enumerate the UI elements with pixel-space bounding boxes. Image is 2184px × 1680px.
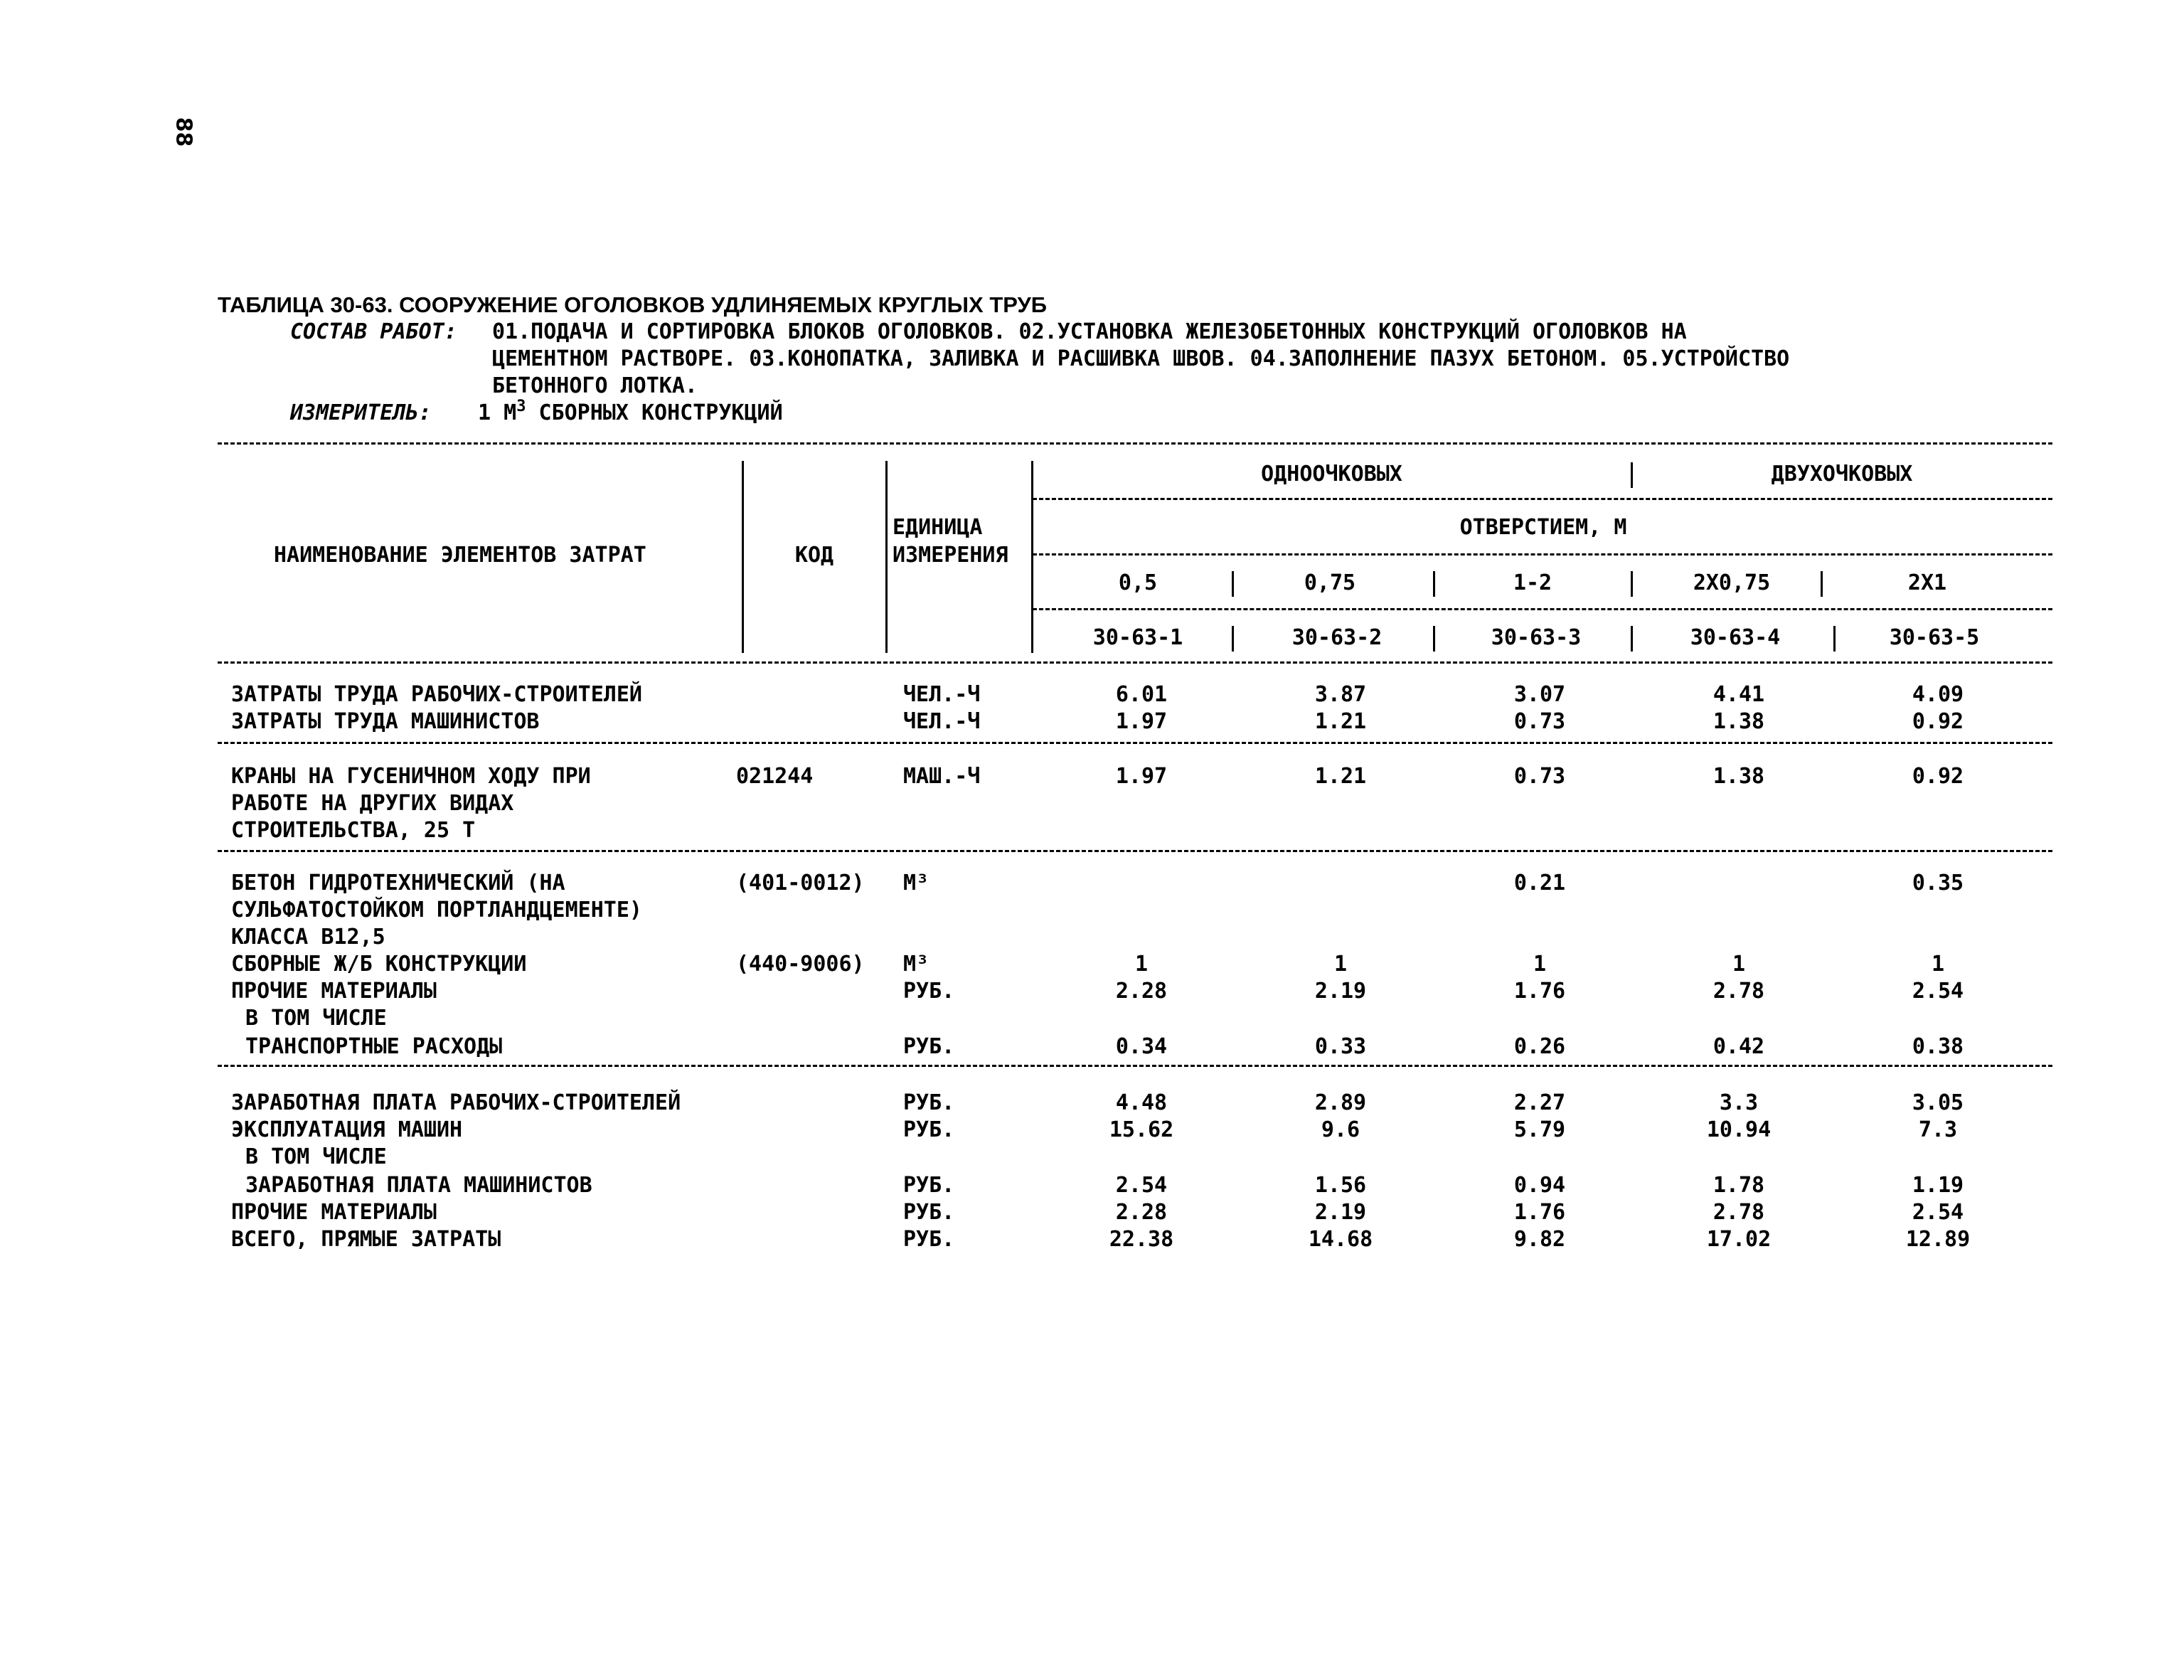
row-code: 021244 — [736, 764, 814, 789]
row-value-1: 2.54 — [1115, 1173, 1168, 1198]
row-name: СУЛЬФАТОСТОЙКОМ ПОРТЛАНДЦЕМЕНТЕ) — [231, 898, 642, 923]
table-row — [0, 897, 2184, 924]
row-value-5: 0.92 — [1912, 764, 1964, 789]
row-value-3: 1 — [1533, 952, 1547, 977]
table-row — [0, 1199, 2184, 1226]
row-unit: ЧЕЛ.-Ч — [903, 709, 981, 734]
row-value-1: 1.97 — [1115, 709, 1168, 734]
table-row — [0, 1144, 2184, 1171]
row-name: ЗАТРАТЫ ТРУДА МАШИНИСТОВ — [231, 709, 540, 734]
page-number: 88 — [171, 117, 196, 147]
row-value-4: 2.78 — [1712, 1200, 1765, 1225]
row-unit: РУБ. — [903, 979, 955, 1004]
row-value-5: 2.54 — [1912, 1200, 1964, 1225]
table-row — [0, 790, 2184, 817]
row-value-5: 1 — [1931, 952, 1945, 977]
row-value-4: 1.38 — [1712, 709, 1765, 734]
row-value-3: 0.21 — [1513, 871, 1566, 895]
row-value-1: 0.34 — [1115, 1034, 1168, 1059]
row-name: РАБОТЕ НА ДРУГИХ ВИДАХ — [231, 791, 514, 816]
code-divider-1 — [1232, 626, 1234, 652]
table-row — [0, 1172, 2184, 1199]
table-row — [0, 1117, 2184, 1144]
row-value-2: 1 — [1333, 952, 1348, 977]
row-unit: РУБ. — [903, 1200, 955, 1225]
row-unit: РУБ. — [903, 1117, 955, 1142]
row-name: КРАНЫ НА ГУСЕНИЧНОМ ХОДУ ПРИ — [231, 764, 591, 789]
header-code-col: КОД — [794, 543, 834, 568]
row-value-3: 9.82 — [1513, 1227, 1566, 1252]
row-name: ЗАРАБОТНАЯ ПЛАТА МАШИНИСТОВ — [245, 1173, 592, 1198]
header-group-single: ОДНООЧКОВЫХ — [1261, 462, 1402, 487]
row-value-5: 7.3 — [1918, 1117, 1958, 1142]
row-value-2: 1.21 — [1314, 764, 1367, 789]
row-value-3: 0.26 — [1513, 1034, 1566, 1059]
row-value-5: 3.05 — [1912, 1090, 1964, 1115]
row-value-4: 10.94 — [1706, 1117, 1772, 1142]
col-divider-3 — [1031, 461, 1033, 653]
rule-1 — [218, 742, 2052, 744]
row-name: В ТОМ ЧИСЛЕ — [245, 1144, 387, 1169]
row-value-1: 6.01 — [1115, 682, 1168, 707]
rule-sizes — [1033, 608, 2052, 610]
row-code: (440-9006) — [736, 952, 865, 977]
row-unit: МАШ.-Ч — [903, 764, 981, 789]
row-value-3: 5.79 — [1513, 1117, 1566, 1142]
row-value-4: 17.02 — [1706, 1227, 1772, 1252]
col-divider-2 — [885, 461, 888, 653]
row-value-2: 14.68 — [1308, 1227, 1373, 1252]
code-divider-4 — [1833, 626, 1836, 652]
meter-label: ИЗМЕРИТЕЛЬ: — [290, 400, 432, 425]
table-row — [0, 681, 2184, 708]
rule-3 — [218, 1065, 2052, 1067]
row-value-3: 2.27 — [1513, 1090, 1566, 1115]
row-unit: М³ — [903, 952, 929, 977]
row-unit: РУБ. — [903, 1227, 955, 1252]
size-divider-1 — [1232, 571, 1234, 597]
row-value-1: 22.38 — [1109, 1227, 1174, 1252]
header-code-1: 30-63-1 — [1092, 625, 1183, 650]
row-name: БЕТОН ГИДРОТЕХНИЧЕСКИЙ (НА — [231, 871, 565, 895]
table-header-text — [218, 292, 2052, 427]
row-value-4: 3.3 — [1719, 1090, 1759, 1115]
row-value-2: 1.56 — [1314, 1173, 1367, 1198]
row-value-4: 1.78 — [1712, 1173, 1765, 1198]
table-row — [0, 817, 2184, 844]
header-size-5: 2X1 — [1907, 570, 1947, 595]
table-title: ТАБЛИЦА 30-63. СООРУЖЕНИЕ ОГОЛОВКОВ УДЛИНЯЕМЫХ КРУГЛЫХ ТРУБ — [218, 292, 1048, 317]
row-value-2: 9.6 — [1321, 1117, 1360, 1142]
header-size-3: 1-2 — [1513, 570, 1552, 595]
row-value-1: 1 — [1134, 952, 1149, 977]
work-line-1: 01.ПОДАЧА И СОРТИРОВКА БЛОКОВ ОГОЛОВКОВ. 02.УСТАНОВКА ЖЕЛЕЗОБЕТОННЫХ КОНСТРУКЦИЙ ОГОЛОВКОВ НА — [492, 319, 1687, 344]
header-size-4: 2X0,75 — [1693, 570, 1771, 595]
row-value-5: 0.92 — [1912, 709, 1964, 734]
row-name: ВСЕГО, ПРЯМЫЕ ЗАТРАТЫ — [231, 1227, 501, 1252]
table-row — [0, 1033, 2184, 1060]
row-value-5: 0.35 — [1912, 871, 1964, 895]
table-row — [0, 870, 2184, 897]
row-value-4: 1 — [1732, 952, 1746, 977]
row-unit: РУБ. — [903, 1173, 955, 1198]
size-divider-2 — [1433, 571, 1435, 597]
row-name: СБОРНЫЕ Ж/Б КОНСТРУКЦИИ — [231, 952, 527, 977]
table-row — [0, 1090, 2184, 1117]
table-row — [0, 1005, 2184, 1032]
row-value-1: 15.62 — [1109, 1117, 1174, 1142]
table-row — [0, 924, 2184, 951]
row-name: СТРОИТЕЛЬСТВА, 25 Т — [231, 818, 476, 843]
row-value-3: 0.73 — [1513, 709, 1566, 734]
row-value-5: 0.38 — [1912, 1034, 1964, 1059]
table-row — [0, 978, 2184, 1005]
header-size-2: 0,75 — [1304, 570, 1356, 595]
row-unit: РУБ. — [903, 1034, 955, 1059]
table-row — [0, 951, 2184, 978]
row-value-3: 1.76 — [1513, 1200, 1566, 1225]
row-value-4: 2.78 — [1712, 979, 1765, 1004]
row-unit: РУБ. — [903, 1090, 955, 1115]
header-code-2: 30-63-2 — [1291, 625, 1383, 650]
header-code-5: 30-63-5 — [1889, 625, 1980, 650]
row-value-2: 2.19 — [1314, 1200, 1367, 1225]
row-value-4: 1.38 — [1712, 764, 1765, 789]
row-name: КЛАССА В12,5 — [231, 925, 385, 950]
row-name: В ТОМ ЧИСЛЕ — [245, 1006, 387, 1031]
row-name: ТРАНСПОРТНЫЕ РАСХОДЫ — [245, 1034, 503, 1059]
size-divider-3 — [1631, 571, 1633, 597]
row-unit: М³ — [903, 871, 929, 895]
row-value-2: 3.87 — [1314, 682, 1367, 707]
code-divider-2 — [1433, 626, 1435, 652]
row-value-4: 0.42 — [1712, 1034, 1765, 1059]
row-value-3: 1.76 — [1513, 979, 1566, 1004]
row-value-1: 4.48 — [1115, 1090, 1168, 1115]
header-code-3: 30-63-3 — [1491, 625, 1582, 650]
table-row — [0, 708, 2184, 735]
rule-2 — [218, 850, 2052, 852]
row-unit: ЧЕЛ.-Ч — [903, 682, 981, 707]
row-code: (401-0012) — [736, 871, 865, 895]
work-line-3: БЕТОННОГО ЛОТКА. — [492, 373, 698, 398]
header-opening: ОТВЕРСТИЕМ, М — [1459, 515, 1627, 540]
row-name: ЗАРАБОТНАЯ ПЛАТА РАБОЧИХ-СТРОИТЕЛЕЙ — [231, 1090, 681, 1115]
row-name: ЗАТРАТЫ ТРУДА РАБОЧИХ-СТРОИТЕЛЕЙ — [231, 682, 642, 707]
header-unit-col-1: ЕДИНИЦА — [893, 515, 983, 540]
rule-opening — [1033, 553, 2052, 555]
rule-top — [218, 442, 2052, 445]
row-value-2: 1.21 — [1314, 709, 1367, 734]
header-group-double: ДВУХОЧКОВЫХ — [1771, 462, 1913, 487]
row-value-3: 0.73 — [1513, 764, 1566, 789]
row-value-3: 3.07 — [1513, 682, 1566, 707]
row-value-1: 2.28 — [1115, 979, 1168, 1004]
row-value-5: 2.54 — [1912, 979, 1964, 1004]
work-label: СОСТАВ РАБОТ: — [290, 319, 457, 344]
work-line-2: ЦЕМЕНТНОМ РАСТВОРЕ. 03.КОНОПАТКА, ЗАЛИВКА И РАСШИВКА ШВОВ. 04.ЗАПОЛНЕНИЕ ПАЗУХ БЕТОНОМ. 05.УСТРОЙСТВО — [492, 346, 1790, 371]
row-value-4: 4.41 — [1712, 682, 1765, 707]
row-value-3: 0.94 — [1513, 1173, 1566, 1198]
row-name: ЭКСПЛУАТАЦИЯ МАШИН — [231, 1117, 463, 1142]
rule-header-bottom — [218, 661, 2052, 664]
header-code-4: 30-63-4 — [1690, 625, 1781, 650]
row-value-2: 2.19 — [1314, 979, 1367, 1004]
row-value-2: 2.89 — [1314, 1090, 1367, 1115]
row-value-5: 4.09 — [1912, 682, 1964, 707]
meter-value: 1 $М^3$ СБОРНЫХ КОНСТРУКЦИЙ — [478, 398, 783, 425]
row-value-2: 0.33 — [1314, 1034, 1367, 1059]
row-value-5: 1.19 — [1912, 1173, 1964, 1198]
row-name: ПРОЧИЕ МАТЕРИАЛЫ — [231, 979, 437, 1004]
size-divider-4 — [1821, 571, 1823, 597]
row-name: ПРОЧИЕ МАТЕРИАЛЫ — [231, 1200, 437, 1225]
row-value-1: 2.28 — [1115, 1200, 1168, 1225]
header-unit-col-2: ИЗМЕРЕНИЯ — [893, 543, 1008, 568]
row-value-5: 12.89 — [1905, 1227, 1971, 1252]
row-value-1: 1.97 — [1115, 764, 1168, 789]
table-row — [0, 763, 2184, 790]
code-divider-3 — [1631, 626, 1633, 652]
group-divider — [1631, 462, 1633, 488]
col-divider-1 — [742, 461, 744, 653]
header-size-1: 0,5 — [1118, 570, 1158, 595]
rule-group — [1033, 498, 2052, 500]
table-row — [0, 1226, 2184, 1253]
header-name-col: НАИМЕНОВАНИЕ ЭЛЕМЕНТОВ ЗАТРАТ — [274, 543, 646, 568]
